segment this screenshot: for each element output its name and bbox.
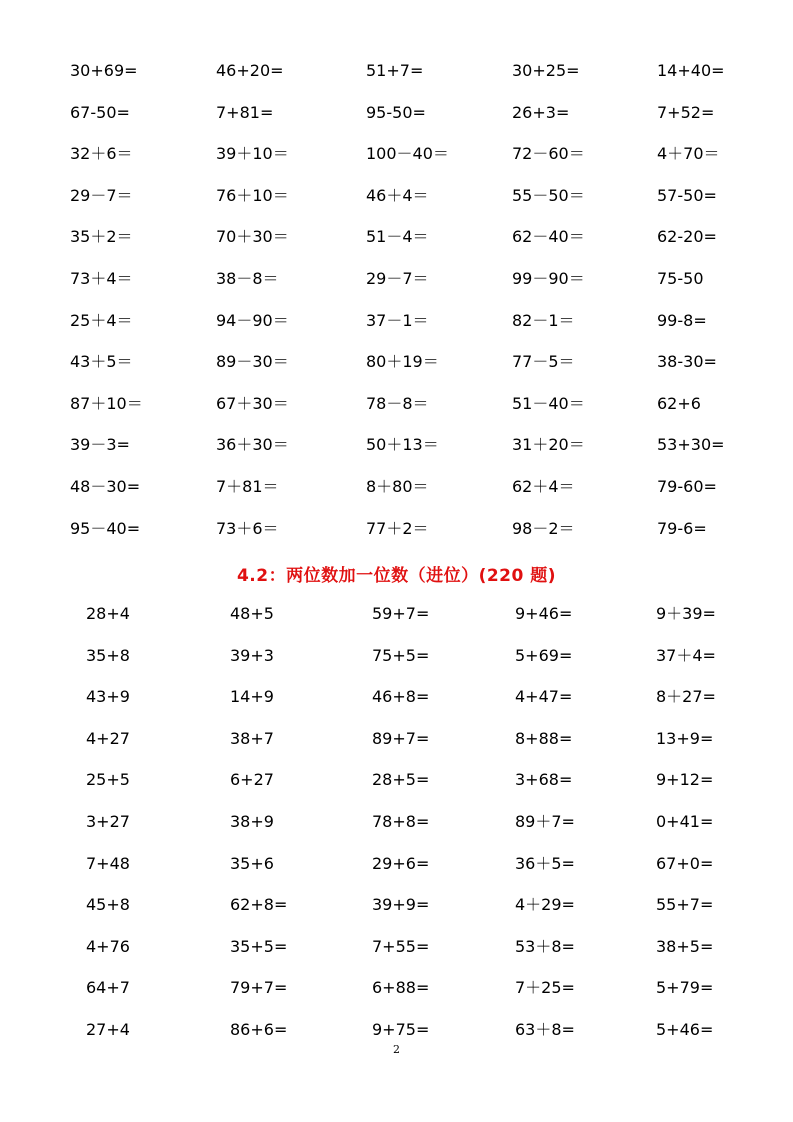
exercise-item: 79-60=: [657, 476, 717, 496]
exercise-row: [0, 227, 793, 269]
exercise-item: 30+25=: [512, 61, 580, 80]
exercise-item: 89－30＝: [216, 352, 289, 372]
exercise-item: 75+5=: [372, 645, 430, 665]
exercise-item: 100－40＝: [366, 144, 449, 164]
exercise-grid-section-1: [0, 61, 793, 560]
exercise-row: [0, 311, 793, 353]
exercise-item: 7+48: [86, 853, 130, 873]
exercise-item: 95-50=: [366, 102, 426, 122]
exercise-item: 37－1＝: [366, 310, 429, 330]
exercise-item: 3+27: [86, 811, 130, 831]
exercise-item: 0+41=: [656, 811, 714, 831]
exercise-item: 5+69=: [515, 645, 573, 665]
exercise-row: [0, 604, 793, 646]
exercise-item: 73＋4＝: [70, 268, 133, 288]
exercise-item: 13+9=: [656, 728, 714, 748]
exercise-row: [0, 186, 793, 228]
exercise-item: 55－50＝: [512, 185, 585, 205]
exercise-item: 67+0=: [656, 853, 714, 873]
exercise-item: 78+8=: [372, 811, 430, 831]
exercise-item: 87＋10＝: [70, 393, 143, 413]
exercise-item: 62+6: [657, 393, 701, 413]
exercise-item: 76＋10＝: [216, 185, 289, 205]
exercise-row: [0, 269, 793, 311]
exercise-item: 27+4: [86, 1019, 130, 1039]
exercise-item: 8＋27=: [656, 687, 716, 707]
exercise-item: 39＋10＝: [216, 144, 289, 164]
exercise-item: 51－40＝: [512, 393, 585, 413]
exercise-row: [0, 519, 793, 561]
exercise-item: 53+30=: [657, 435, 725, 455]
exercise-item: 9+46=: [515, 604, 573, 623]
exercise-row: [0, 144, 793, 186]
exercise-item: 55+7=: [656, 895, 714, 915]
exercise-item: 35+6: [230, 853, 274, 873]
exercise-item: 48－30=: [70, 476, 141, 496]
exercise-item: 8＋80＝: [366, 476, 429, 496]
exercise-row: [0, 812, 793, 854]
exercise-item: 94－90＝: [216, 310, 289, 330]
exercise-item: 72－60＝: [512, 144, 585, 164]
exercise-item: 45+8: [86, 895, 130, 915]
exercise-item: 95－40=: [70, 518, 141, 538]
exercise-item: 64+7: [86, 978, 130, 998]
exercise-item: 7＋25=: [515, 978, 575, 998]
exercise-item: 38+7: [230, 728, 274, 748]
exercise-row: [0, 103, 793, 145]
exercise-item: 14+9: [230, 687, 274, 707]
exercise-item: 86+6=: [230, 1019, 288, 1039]
exercise-item: 25＋4＝: [70, 310, 133, 330]
exercise-item: 46+8=: [372, 687, 430, 707]
exercise-item: 79+7=: [230, 978, 288, 998]
exercise-item: 77－5＝: [512, 352, 575, 372]
exercise-item: 25+5: [86, 770, 130, 790]
exercise-row: [0, 729, 793, 771]
exercise-item: 46＋4＝: [366, 185, 429, 205]
exercise-item: 99-8=: [657, 310, 707, 330]
exercise-item: 4＋29=: [515, 895, 575, 915]
exercise-item: 59+7=: [372, 604, 430, 623]
exercise-item: 9＋39=: [656, 604, 716, 623]
exercise-item: 9+75=: [372, 1019, 430, 1039]
exercise-item: 14+40=: [657, 61, 725, 80]
exercise-row: [0, 352, 793, 394]
exercise-item: 63＋8=: [515, 1019, 575, 1039]
exercise-item: 62－40＝: [512, 227, 585, 247]
exercise-item: 4+47=: [515, 687, 573, 707]
exercise-item: 7+81=: [216, 102, 274, 122]
exercise-item: 43+9: [86, 687, 130, 707]
exercise-item: 35+8: [86, 645, 130, 665]
exercise-item: 4+27: [86, 728, 130, 748]
exercise-item: 26+3=: [512, 102, 570, 122]
exercise-item: 38-30=: [657, 352, 717, 372]
exercise-item: 7＋81＝: [216, 476, 279, 496]
exercise-item: 48+5: [230, 604, 274, 623]
exercise-item: 51－4＝: [366, 227, 429, 247]
exercise-item: 32＋6＝: [70, 144, 133, 164]
section-heading: 4.2：两位数加一位数（进位）(220 题): [236, 566, 557, 586]
exercise-item: 67＋30＝: [216, 393, 289, 413]
exercise-item: 75-50: [657, 268, 704, 288]
exercise-item: 5+46=: [656, 1019, 714, 1039]
exercise-item: 38+9: [230, 811, 274, 831]
exercise-item: 89+7=: [372, 728, 430, 748]
exercise-item: 29－7＝: [366, 268, 429, 288]
exercise-row: [0, 978, 793, 1020]
exercise-item: 89＋7=: [515, 811, 575, 831]
exercise-item: 77＋2＝: [366, 518, 429, 538]
exercise-item: 4＋70＝: [657, 144, 720, 164]
exercise-item: 31＋20＝: [512, 435, 585, 455]
exercise-item: 57-50=: [657, 185, 717, 205]
exercise-item: 39－3=: [70, 435, 130, 455]
exercise-item: 29+6=: [372, 853, 430, 873]
exercise-item: 62+8=: [230, 895, 288, 915]
exercise-item: 38+5=: [656, 936, 714, 956]
exercise-item: 7+52=: [657, 102, 715, 122]
exercise-grid-section-2: [0, 604, 793, 1062]
exercise-row: [0, 394, 793, 436]
exercise-row: [0, 477, 793, 519]
exercise-item: 99－90＝: [512, 268, 585, 288]
exercise-item: 35＋2＝: [70, 227, 133, 247]
exercise-item: 67-50=: [70, 102, 130, 122]
exercise-item: 62＋4＝: [512, 476, 575, 496]
exercise-item: 70＋30＝: [216, 227, 289, 247]
exercise-row: [0, 61, 793, 103]
exercise-item: 4+76: [86, 936, 130, 956]
exercise-item: 73＋6＝: [216, 518, 279, 538]
exercise-item: 29－7＝: [70, 185, 133, 205]
exercise-item: 5+79=: [656, 978, 714, 998]
exercise-row: [0, 646, 793, 688]
exercise-item: 98－2＝: [512, 518, 575, 538]
exercise-row: [0, 937, 793, 979]
exercise-item: 38－8＝: [216, 268, 279, 288]
exercise-row: [0, 770, 793, 812]
exercise-item: 79-6=: [657, 518, 707, 538]
exercise-item: 39+9=: [372, 895, 430, 915]
exercise-item: 6+27: [230, 770, 274, 790]
exercise-row: [0, 687, 793, 729]
exercise-row: [0, 895, 793, 937]
exercise-item: 37＋4=: [656, 645, 716, 665]
exercise-row: [0, 854, 793, 896]
exercise-item: 36＋5=: [515, 853, 575, 873]
exercise-item: 82－1＝: [512, 310, 575, 330]
exercise-item: 9+12=: [656, 770, 714, 790]
exercise-item: 7+55=: [372, 936, 430, 956]
exercise-item: 28+4: [86, 604, 130, 623]
exercise-item: 46+20=: [216, 61, 284, 80]
exercise-item: 50＋13＝: [366, 435, 439, 455]
exercise-item: 36＋30＝: [216, 435, 289, 455]
exercise-item: 80＋19＝: [366, 352, 439, 372]
exercise-item: 6+88=: [372, 978, 430, 998]
exercise-item: 8+88=: [515, 728, 573, 748]
exercise-item: 39+3: [230, 645, 274, 665]
page-number: 2: [393, 1043, 400, 1056]
exercise-item: 43＋5＝: [70, 352, 133, 372]
exercise-item: 30+69=: [70, 61, 138, 80]
exercise-item: 28+5=: [372, 770, 430, 790]
exercise-item: 51+7=: [366, 61, 424, 80]
exercise-item: 35+5=: [230, 936, 288, 956]
exercise-item: 3+68=: [515, 770, 573, 790]
exercise-item: 62-20=: [657, 227, 717, 247]
exercise-item: 78－8＝: [366, 393, 429, 413]
exercise-row: [0, 435, 793, 477]
exercise-item: 53＋8=: [515, 936, 575, 956]
